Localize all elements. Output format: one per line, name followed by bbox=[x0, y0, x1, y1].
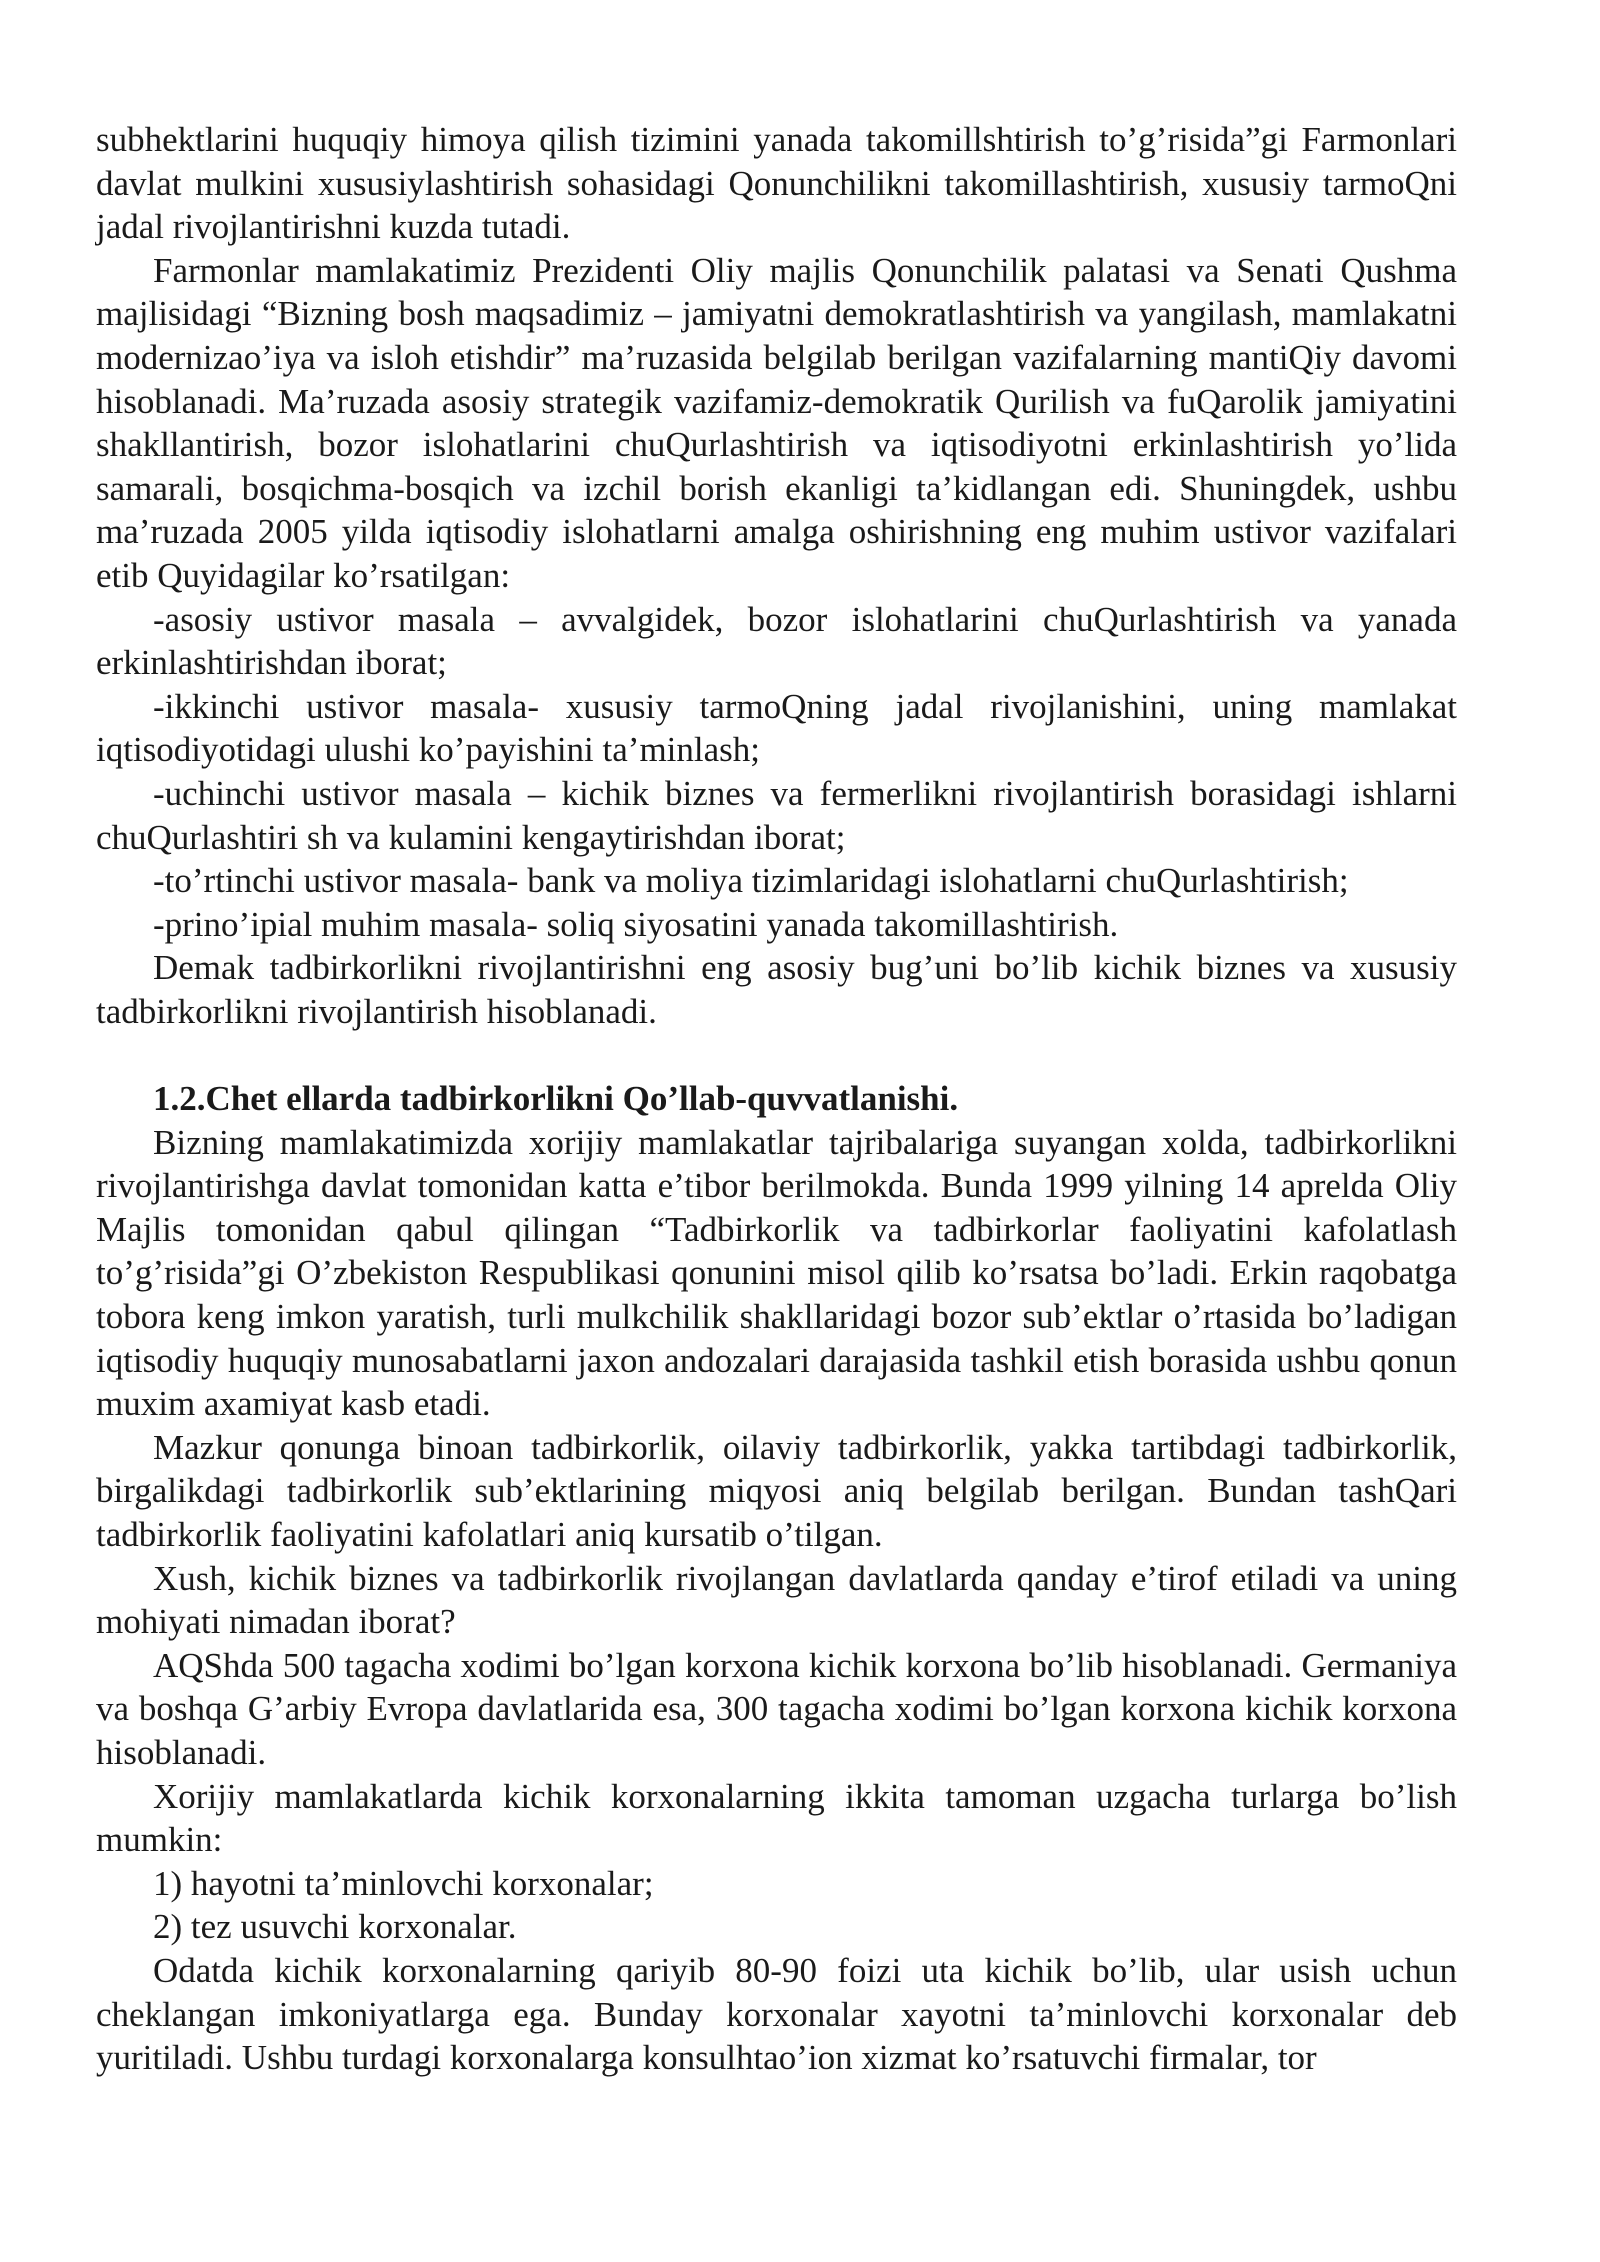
paragraph-1: subhektlarini huquqiy himoya qilish tizimini yanada takomillshtirish to’g’risida”gi Farmonlari davlat mulkini xususiylashtirish sohasidagi Qonunchilikni takomillashtirish, xususiy tarmoQni jadal rivojlantirishni kuzda tutadi. bbox=[96, 120, 1457, 247]
numbered-item-1: 1) hayotni ta’minlovchi korxonalar; bbox=[153, 1863, 654, 1903]
list-item-4: -to’rtinchi ustivor masala- bank va moliya tizimlaridagi islohatlarni chuQurlashtirish; bbox=[153, 861, 1349, 901]
paragraph-3: Demak tadbirkorlikni rivojlantirishni eng asosiy bug’uni bo’lib kichik biznes va xususiy tadbirkorlikni rivojlantirish hisoblanadi. bbox=[96, 948, 1457, 1031]
list-item-5: -prino’ipial muhim masala- soliq siyosatini yanada takomillashtirish. bbox=[153, 904, 1119, 944]
paragraph-6: Xush, kichik biznes va tadbirkorlik rivojlangan davlatlarda qanday e’tirof etiladi va uning mohiyati nimadan iborat? bbox=[96, 1558, 1457, 1642]
document-page bbox=[96, 118, 1457, 2080]
paragraph-2: Farmonlar mamlakatimiz Prezidenti Oliy majlis Qonunchilik palatasi va Senati Qushma majlisidagi “Bizning bosh maqsadimiz – jamiyatni demokratlashtirish va yangilash, mamlakatni modernizao’iya va isloh etishdir” ma’ruzasida belgilab berilgan vazifalarning mantiQiy davomi hisoblanadi. Ma’ruzada asosiy strategik vazifamiz-demokratik Qurilish va fuQarolik jamiyatini shakllantirish, bozor islohatlarini chuQurlashtirish va iqtisodiyotni erkinlashtirish yo’lida samarali, bosqichma-bosqich va izchil borish ekanligi ta’kidlangan edi. Shuningdek, ushbu ma’ruzada 2005 yilda iqtisodiy islohatlarni amalga oshirishning eng muhim ustivor vazifalari etib Quyidagilar ko’rsatilgan: bbox=[96, 250, 1457, 595]
numbered-item-2: 2) tez usuvchi korxonalar. bbox=[153, 1907, 517, 1947]
paragraph-9: Odatda kichik korxonalarning qariyib 80-90 foizi uta kichik bo’lib, ular usish uchun cheklangan imkoniyatlarga ega. Bunday korxonalar xayotni ta’minlovchi korxonalar deb yuritiladi. Ushbu turdagi korxonalarga konsulhtao’ion xizmat ko’rsatuvchi firmalar, tor bbox=[96, 1950, 1457, 2078]
paragraph-7: AQShda 500 tagacha xodimi bo’lgan korxona kichik korxona bo’lib hisoblanadi. Germaniya va boshqa G’arbiy Evropa davlatlarida esa, 300 tagacha xodimi bo’lgan korxona kichik korxona hisoblanadi. bbox=[96, 1645, 1457, 1772]
paragraph-4: Bizning mamlakatimizda xorijiy mamlakatlar tajribalariga suyangan xolda, tadbirkorlikni rivojlantirishga davlat tomonidan katta e’tibor berilmokda. Bunda 1999 yilning 14 aprelda Oliy Majlis tomonidan qabul qilingan “Tadbirkorlik va tadbirkorlar faoliyatini kafolatlash to’g’risida”gi O’zbekiston Respublikasi qonunini misol qilib ko’rsatsa bo’ladi. Erkin raqobatga tobora keng imkon yaratish, turli mulkchilik shakllaridagi bozor sub’ektlar o’rtasida bo’ladigan iqtisodiy huquqiy munosabatlarni jaxon andozalari darajasida tashkil etish borasida ushbu qonun muxim axamiyat kasb etadi. bbox=[96, 1122, 1457, 1424]
list-item-3: -uchinchi ustivor masala – kichik biznes va fermerlikni rivojlantirish borasidagi ishlarni chuQurlashtiri sh va kulamini kengaytirishdan iborat; bbox=[96, 773, 1457, 857]
paragraph-5: Mazkur qonunga binoan tadbirkorlik, oilaviy tadbirkorlik, yakka tartibdagi tadbirkorlik, birgalikdagi tadbirkorlik sub’ektlarining miqyosi aniq belgilab berilgan. Bundan tashQari tadbirkorlik faoliyatini kafolatlari aniq kursatib o’tilgan. bbox=[96, 1427, 1457, 1554]
list-item-2: -ikkinchi ustivor masala- xususiy tarmoQning jadal rivojlanishini, uning mamlakat iqtisodiyotidagi ulushi ko’payishini ta’minlash; bbox=[96, 686, 1457, 770]
section-heading: 1.2.Chet ellarda tadbirkorlikni Qo’llab-quvvatlanishi. bbox=[153, 1079, 959, 1119]
paragraph-8: Xorijiy mamlakatlarda kichik korxonalarning ikkita tamoman uzgacha turlarga bo’lish mumkin: bbox=[96, 1776, 1457, 1860]
list-item-1: -asosiy ustivor masala – avvalgidek, bozor islohatlarini chuQurlashtirish va yanada erkinlashtirishdan iborat; bbox=[96, 599, 1457, 683]
